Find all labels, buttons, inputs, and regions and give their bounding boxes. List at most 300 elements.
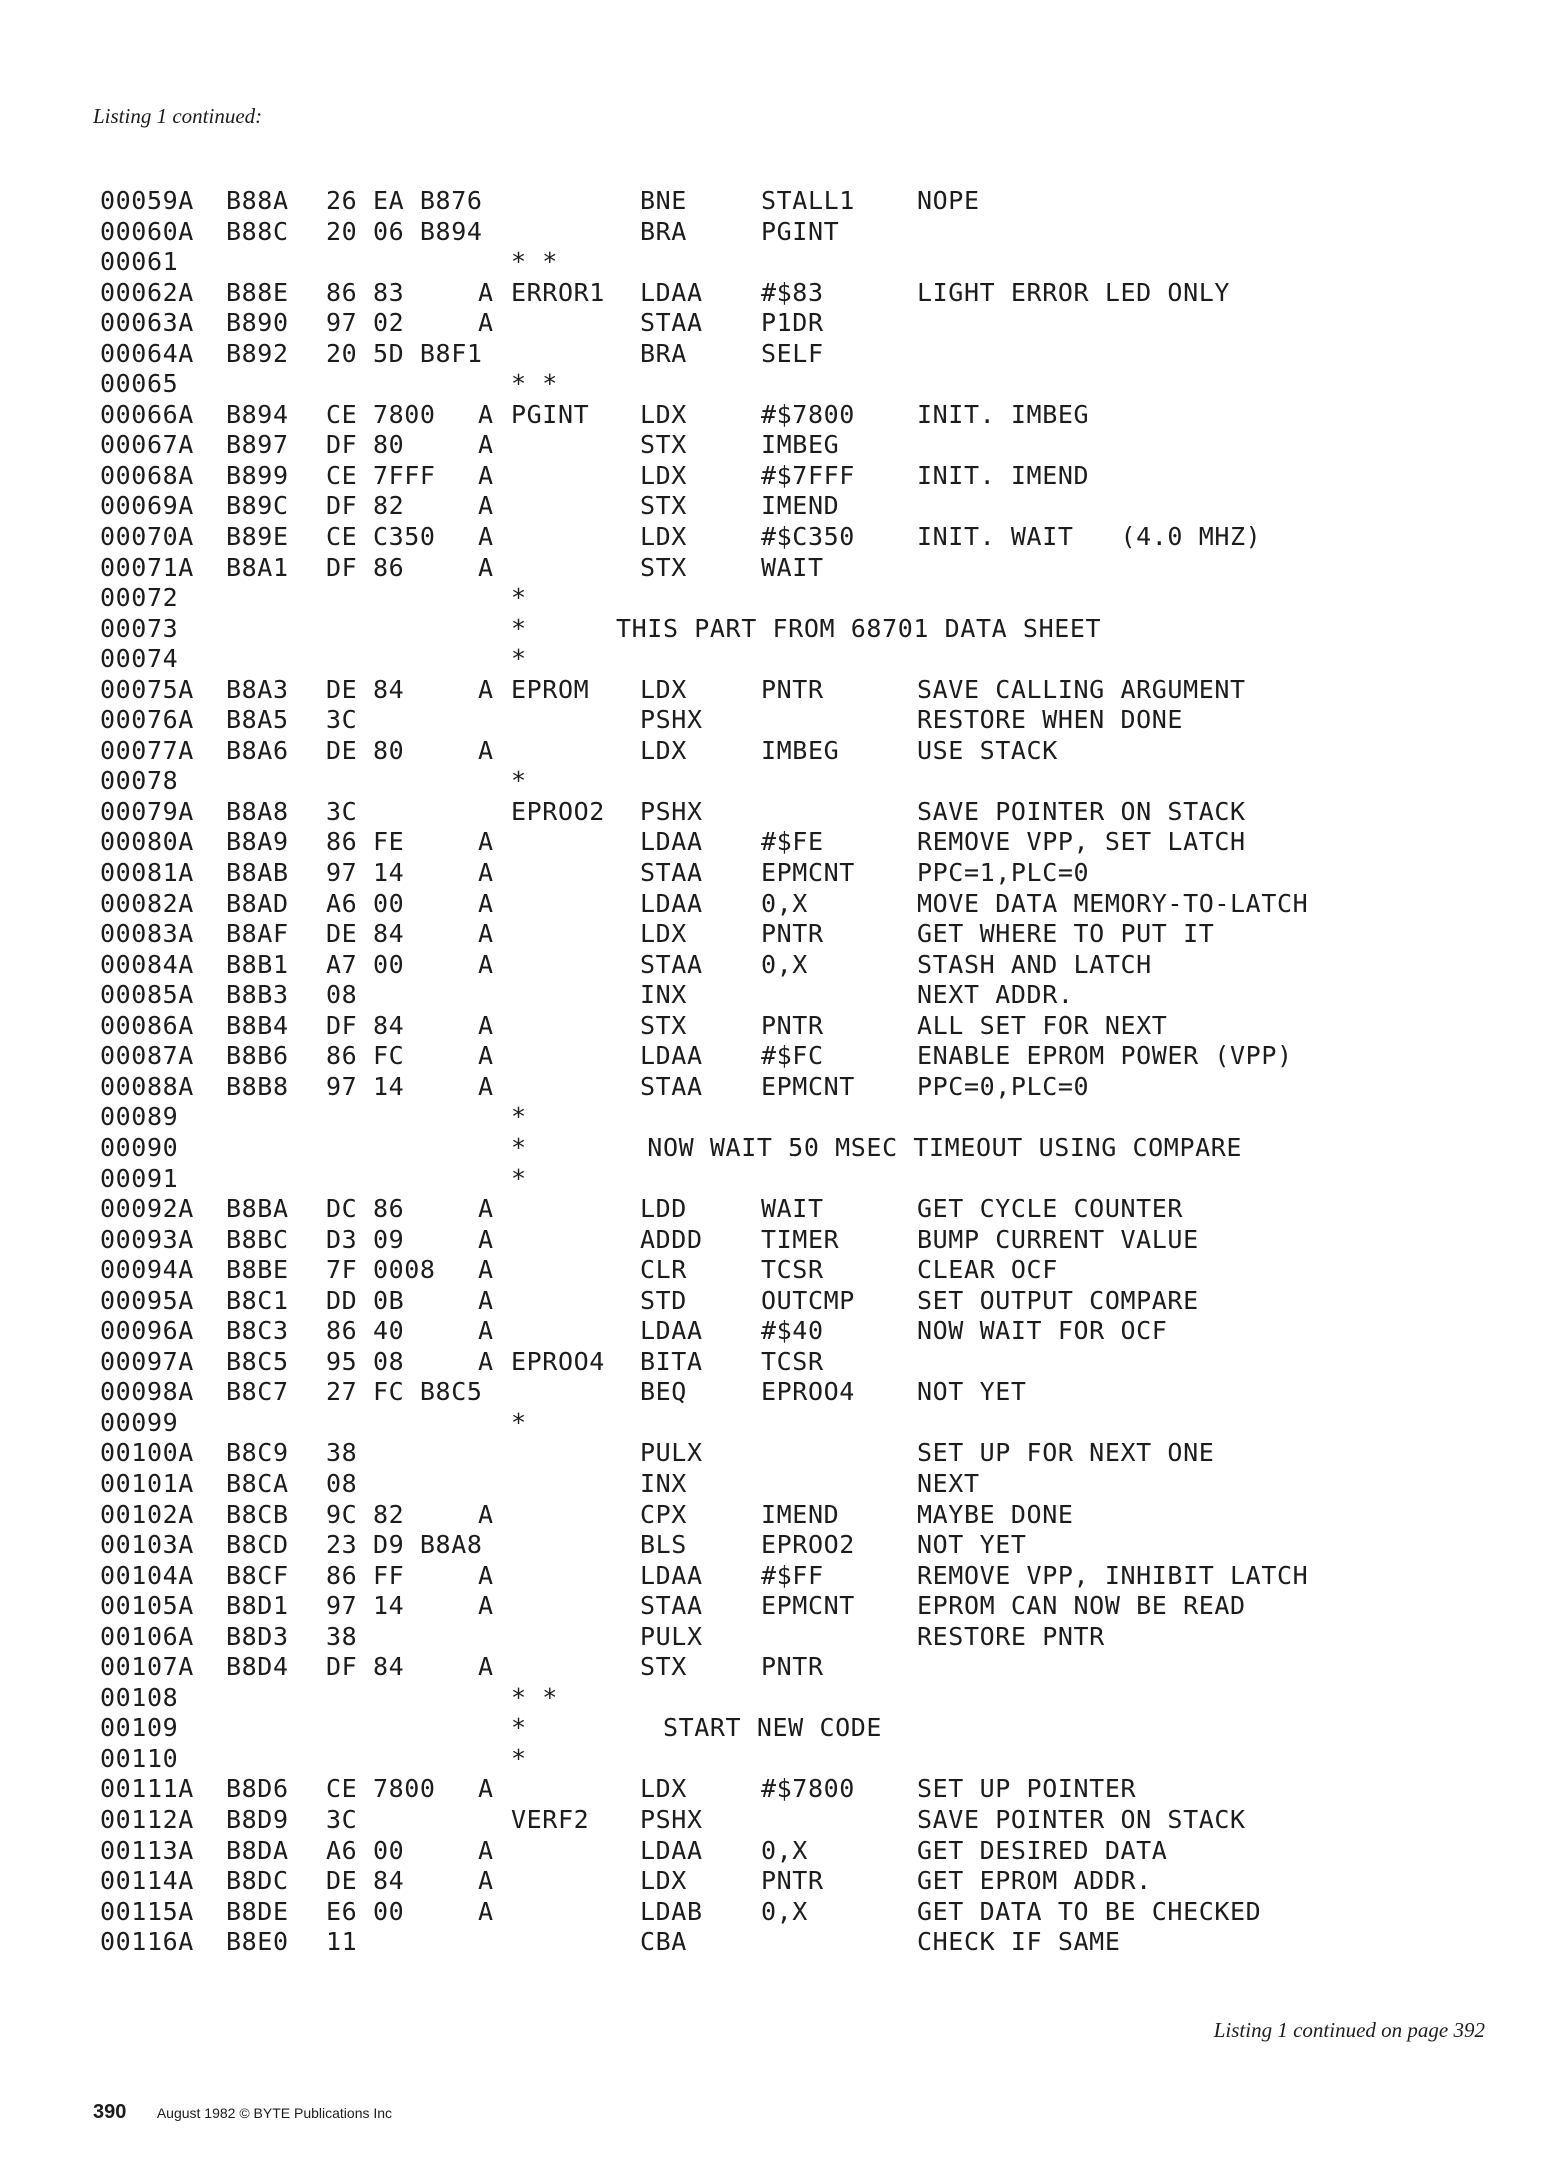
- listing-code: 97 02: [326, 308, 405, 338]
- listing-type: A: [478, 1896, 494, 1926]
- listing-line: 00104A: [100, 1560, 194, 1590]
- listing-op: PSHX: [640, 705, 703, 735]
- listing-comment: MAYBE DONE: [917, 1499, 1074, 1529]
- listing-star: *: [511, 583, 527, 613]
- listing-addr: B897: [226, 430, 289, 460]
- listing-code: DF 84: [326, 1010, 405, 1040]
- listing-code: A6 00: [326, 1835, 405, 1865]
- listing-line: 00116A: [100, 1927, 194, 1957]
- listing-comment: GET DESIRED DATA: [917, 1835, 1168, 1865]
- listing-line: 00077A: [100, 735, 194, 765]
- listing-type: A: [478, 1652, 494, 1682]
- listing-line: 00115A: [100, 1896, 194, 1926]
- listing-line: 00081A: [100, 858, 194, 888]
- listing-addr: B8DE: [226, 1896, 289, 1926]
- listing-arg: #$C350: [761, 522, 855, 552]
- listing-op: LDAA: [640, 888, 703, 918]
- listing-addr: B8B6: [226, 1041, 289, 1071]
- listing-code: 20 06 B894: [326, 216, 483, 246]
- listing-code: 95 08: [326, 1346, 405, 1376]
- listing-addr: B892: [226, 338, 289, 368]
- listing-line: 00066A: [100, 399, 194, 429]
- listing-type: A: [478, 1499, 494, 1529]
- listing-addr: B8E0: [226, 1927, 289, 1957]
- listing-arg: PNTR: [761, 674, 824, 704]
- listing-line: 00113A: [100, 1835, 194, 1865]
- listing-op: LDX: [640, 919, 687, 949]
- listing-code: CE 7800: [326, 1774, 436, 1804]
- listing-code: 86 83: [326, 277, 405, 307]
- listing-type: A: [478, 1835, 494, 1865]
- listing-code: DE 80: [326, 735, 405, 765]
- listing-arg: TCSR: [761, 1346, 824, 1376]
- listing-op: BLS: [640, 1530, 687, 1560]
- listing-op: BITA: [640, 1346, 703, 1376]
- listing-op: STAA: [640, 858, 703, 888]
- listing-comment: RESTORE WHEN DONE: [917, 705, 1184, 735]
- listing-code: 86 FE: [326, 827, 405, 857]
- listing-type: A: [478, 1346, 494, 1376]
- listing-code: DE 84: [326, 674, 405, 704]
- listing-line: 00103A: [100, 1530, 194, 1560]
- listing-op: CBA: [640, 1927, 687, 1957]
- listing-arg: EPMCNT: [761, 1591, 855, 1621]
- page-footer: [93, 2101, 392, 2124]
- listing-addr: B88E: [226, 277, 289, 307]
- listing-code: 97 14: [326, 1071, 405, 1101]
- listing-addr: B890: [226, 308, 289, 338]
- listing-comment: MOVE DATA MEMORY-TO-LATCH: [917, 888, 1309, 918]
- listing-code: CE C350: [326, 522, 436, 552]
- listing-ctext: NOW WAIT 50 MSEC TIMEOUT USING COMPARE: [616, 1132, 1243, 1162]
- listing-type: A: [478, 430, 494, 460]
- listing-type: A: [478, 1255, 494, 1285]
- listing-op: LDAB: [640, 1896, 703, 1926]
- listing-type: A: [478, 1224, 494, 1254]
- listing-comment: REMOVE VPP, SET LATCH: [917, 827, 1246, 857]
- listing-type: A: [478, 1285, 494, 1315]
- listing-comment: NOT YET: [917, 1377, 1027, 1407]
- listing-op: LDX: [640, 1866, 687, 1896]
- publication-line: August 1982 © BYTE Publications Inc: [156, 2105, 393, 2121]
- listing-line: 00089: [100, 1102, 179, 1132]
- listing-arg: PNTR: [761, 1866, 824, 1896]
- listing-arg: PNTR: [761, 1010, 824, 1040]
- listing-code: 27 FC B8C5: [326, 1377, 483, 1407]
- listing-comment: REMOVE VPP, INHIBIT LATCH: [917, 1560, 1309, 1590]
- listing-addr: B8CA: [226, 1468, 289, 1498]
- listing-arg: #$7FFF: [761, 460, 855, 490]
- listing-type: A: [478, 919, 494, 949]
- listing-arg: EPROO4: [761, 1377, 855, 1407]
- listing-op: LDX: [640, 1774, 687, 1804]
- listing-line: 00060A: [100, 216, 194, 246]
- listing-addr: B8D4: [226, 1652, 289, 1682]
- listing-line: 00093A: [100, 1224, 194, 1254]
- listing-star: *: [511, 1102, 527, 1132]
- listing-addr: B88A: [226, 186, 289, 215]
- listing-comment: NEXT: [917, 1468, 980, 1498]
- listing-op: STX: [640, 552, 687, 582]
- listing-label: ERROR1: [511, 277, 605, 307]
- listing-star: *: [511, 1407, 527, 1437]
- listing-comment: EPROM CAN NOW BE READ: [917, 1591, 1246, 1621]
- listing-type: A: [478, 888, 494, 918]
- listing-code: 3C: [326, 705, 358, 735]
- listing-arg: 0,X: [761, 888, 808, 918]
- listing-comment: PPC=1,PLC=0: [917, 858, 1090, 888]
- listing-type: A: [478, 491, 494, 521]
- listing-addr: B8A1: [226, 552, 289, 582]
- listing-label: EPROM: [511, 674, 590, 704]
- listing-type: A: [478, 552, 494, 582]
- listing-op: PSHX: [640, 796, 703, 826]
- listing-arg: IMBEG: [761, 735, 840, 765]
- listing-line: 00095A: [100, 1285, 194, 1315]
- listing-caption: Listing 1 continued:: [93, 104, 263, 128]
- listing-line: 00063A: [100, 308, 194, 338]
- listing-op: CLR: [640, 1255, 687, 1285]
- listing-op: STAA: [640, 1071, 703, 1101]
- listing-op: BRA: [640, 216, 687, 246]
- listing-line: 00072: [100, 583, 179, 613]
- listing-arg: WAIT: [761, 552, 824, 582]
- listing-op: STX: [640, 1010, 687, 1040]
- listing-arg: #$40: [761, 1316, 824, 1346]
- listing-op: LDX: [640, 522, 687, 552]
- listing-op: ADDD: [640, 1224, 703, 1254]
- listing-code: 7F 0008: [326, 1255, 436, 1285]
- listing-code: 86 40: [326, 1316, 405, 1346]
- listing-code: DF 80: [326, 430, 405, 460]
- listing-code: 97 14: [326, 1591, 405, 1621]
- listing-line: 00085A: [100, 980, 194, 1010]
- listing-line: 00069A: [100, 491, 194, 521]
- listing-line: 00080A: [100, 827, 194, 857]
- listing-op: BRA: [640, 338, 687, 368]
- listing-comment: SET UP FOR NEXT ONE: [917, 1438, 1215, 1468]
- listing-line: 00107A: [100, 1652, 194, 1682]
- listing-comment: INIT. IMEND: [917, 460, 1090, 490]
- listing-line: 00075A: [100, 674, 194, 704]
- listing-addr: B8C7: [226, 1377, 289, 1407]
- listing-star: *: [511, 613, 527, 643]
- listing-line: 00110: [100, 1743, 179, 1773]
- listing-code: CE 7FFF: [326, 460, 436, 490]
- listing-line: 00087A: [100, 1041, 194, 1071]
- listing-comment: LIGHT ERROR LED ONLY: [917, 277, 1231, 307]
- listing-star: * *: [511, 369, 558, 399]
- listing-addr: B8BA: [226, 1194, 289, 1224]
- listing-addr: B8D3: [226, 1621, 289, 1651]
- listing-ctext: START NEW CODE: [616, 1713, 883, 1743]
- listing-op: BNE: [640, 186, 687, 215]
- listing-line: 00083A: [100, 919, 194, 949]
- listing-code: DE 84: [326, 919, 405, 949]
- listing-comment: BUMP CURRENT VALUE: [917, 1224, 1199, 1254]
- listing-addr: B8AD: [226, 888, 289, 918]
- listing-line: 00082A: [100, 888, 194, 918]
- listing-op: LDAA: [640, 1835, 703, 1865]
- listing-ctext: THIS PART FROM 68701 DATA SHEET: [616, 613, 1102, 643]
- listing-comment: GET DATA TO BE CHECKED: [917, 1896, 1262, 1926]
- listing-star: *: [511, 644, 527, 674]
- listing-addr: B89E: [226, 522, 289, 552]
- listing-type: A: [478, 277, 494, 307]
- listing-code: DF 86: [326, 552, 405, 582]
- listing-addr: B8B1: [226, 949, 289, 979]
- listing-code: 23 D9 B8A8: [326, 1530, 483, 1560]
- listing-addr: B8D1: [226, 1591, 289, 1621]
- listing-op: STX: [640, 491, 687, 521]
- listing-code: D3 09: [326, 1224, 405, 1254]
- page-number: 390: [93, 2101, 127, 2123]
- listing-addr: B8B3: [226, 980, 289, 1010]
- listing-star: * *: [511, 1682, 558, 1712]
- listing-code: DE 84: [326, 1866, 405, 1896]
- listing-addr: B8DA: [226, 1835, 289, 1865]
- listing-code: 3C: [326, 796, 358, 826]
- listing-addr: B8D9: [226, 1804, 289, 1834]
- listing-line: 00086A: [100, 1010, 194, 1040]
- listing-code: 11: [326, 1927, 358, 1957]
- listing-arg: 0,X: [761, 949, 808, 979]
- listing-arg: PGINT: [761, 216, 840, 246]
- listing-star: *: [511, 1163, 527, 1193]
- listing-comment: INIT. WAIT (4.0 MHZ): [917, 522, 1262, 552]
- listing-addr: B8DC: [226, 1866, 289, 1896]
- listing-arg: #$FF: [761, 1560, 824, 1590]
- listing-op: LDX: [640, 674, 687, 704]
- listing-line: 00076A: [100, 705, 194, 735]
- listing-op: PSHX: [640, 1804, 703, 1834]
- listing-star: * *: [511, 247, 558, 277]
- listing-arg: #$FE: [761, 827, 824, 857]
- listing-arg: WAIT: [761, 1194, 824, 1224]
- listing-comment: CLEAR OCF: [917, 1255, 1058, 1285]
- listing-line: 00098A: [100, 1377, 194, 1407]
- listing-addr: B8C1: [226, 1285, 289, 1315]
- listing-line: 00071A: [100, 552, 194, 582]
- listing-line: 00064A: [100, 338, 194, 368]
- listing-addr: B8C9: [226, 1438, 289, 1468]
- listing-line: 00090: [100, 1132, 179, 1162]
- listing-addr: B8C3: [226, 1316, 289, 1346]
- listing-addr: B894: [226, 399, 289, 429]
- listing-label: EPROO2: [511, 796, 605, 826]
- listing-line: 00068A: [100, 460, 194, 490]
- listing-op: LDAA: [640, 1041, 703, 1071]
- listing-code: E6 00: [326, 1896, 405, 1926]
- listing-op: LDX: [640, 460, 687, 490]
- listing-addr: B8BE: [226, 1255, 289, 1285]
- listing-line: 00099: [100, 1407, 179, 1437]
- listing-arg: TIMER: [761, 1224, 840, 1254]
- listing-arg: PNTR: [761, 1652, 824, 1682]
- listing-line: 00073: [100, 613, 179, 643]
- listing-arg: #$7800: [761, 1774, 855, 1804]
- listing-label: PGINT: [511, 399, 590, 429]
- listing-addr: B8AB: [226, 858, 289, 888]
- listing-code: 08: [326, 1468, 358, 1498]
- listing-comment: GET WHERE TO PUT IT: [917, 919, 1215, 949]
- listing-line: 00101A: [100, 1468, 194, 1498]
- listing-arg: IMBEG: [761, 430, 840, 460]
- listing-comment: ALL SET FOR NEXT: [917, 1010, 1168, 1040]
- listing-comment: USE STACK: [917, 735, 1058, 765]
- listing-type: A: [478, 460, 494, 490]
- listing-line: 00109: [100, 1713, 179, 1743]
- listing-addr: B89C: [226, 491, 289, 521]
- listing-comment: NOPE: [917, 186, 980, 215]
- listing-arg: PNTR: [761, 919, 824, 949]
- listing-code: DF 82: [326, 491, 405, 521]
- listing-line: 00084A: [100, 949, 194, 979]
- listing-op: LDD: [640, 1194, 687, 1224]
- listing-op: LDAA: [640, 1560, 703, 1590]
- listing-op: PULX: [640, 1621, 703, 1651]
- listing-op: LDAA: [640, 277, 703, 307]
- listing-addr: B8A9: [226, 827, 289, 857]
- listing-comment: SET UP POINTER: [917, 1774, 1137, 1804]
- listing-type: A: [478, 1010, 494, 1040]
- listing-code: 26 EA B876: [326, 186, 483, 215]
- listing-addr: B8CF: [226, 1560, 289, 1590]
- listing-line: 00079A: [100, 796, 194, 826]
- listing-type: A: [478, 1866, 494, 1896]
- listing-line: 00102A: [100, 1499, 194, 1529]
- listing-code: 86 FF: [326, 1560, 405, 1590]
- listing-type: A: [478, 858, 494, 888]
- listing-arg: OUTCMP: [761, 1285, 855, 1315]
- listing-op: BEQ: [640, 1377, 687, 1407]
- listing-addr: B88C: [226, 216, 289, 246]
- listing-comment: SAVE POINTER ON STACK: [917, 1804, 1246, 1834]
- listing-line: 00112A: [100, 1804, 194, 1834]
- listing-op: STX: [640, 430, 687, 460]
- listing-star: *: [511, 766, 527, 796]
- listing-arg: EPROO2: [761, 1530, 855, 1560]
- listing-addr: B8C5: [226, 1346, 289, 1376]
- listing-type: A: [478, 827, 494, 857]
- listing-line: 00096A: [100, 1316, 194, 1346]
- listing-type: A: [478, 735, 494, 765]
- listing-addr: B8CB: [226, 1499, 289, 1529]
- listing-type: A: [478, 399, 494, 429]
- listing-op: STX: [640, 1652, 687, 1682]
- listing-addr: B8D6: [226, 1774, 289, 1804]
- listing-label: VERF2: [511, 1804, 590, 1834]
- listing-op: INX: [640, 980, 687, 1010]
- listing-star: *: [511, 1713, 527, 1743]
- listing-arg: #$FC: [761, 1041, 824, 1071]
- listing-comment: RESTORE PNTR: [917, 1621, 1105, 1651]
- listing-star: *: [511, 1743, 527, 1773]
- listing-type: A: [478, 1774, 494, 1804]
- listing-line: 00092A: [100, 1194, 194, 1224]
- listing-addr: B899: [226, 460, 289, 490]
- listing-arg: EPMCNT: [761, 858, 855, 888]
- listing-comment: SAVE POINTER ON STACK: [917, 796, 1246, 826]
- listing-arg: SELF: [761, 338, 824, 368]
- listing-code: A6 00: [326, 888, 405, 918]
- listing-line: 00105A: [100, 1591, 194, 1621]
- listing-type: A: [478, 1560, 494, 1590]
- listing-line: 00065: [100, 369, 179, 399]
- listing-code: 3C: [326, 1804, 358, 1834]
- listing-op: LDX: [640, 735, 687, 765]
- listing-type: A: [478, 1071, 494, 1101]
- listing-comment: NOT YET: [917, 1530, 1027, 1560]
- listing-arg: TCSR: [761, 1255, 824, 1285]
- listing-line: 00078: [100, 766, 179, 796]
- listing-op: LDX: [640, 399, 687, 429]
- listing-arg: IMEND: [761, 1499, 840, 1529]
- listing-addr: B8BC: [226, 1224, 289, 1254]
- listing-addr: B8A3: [226, 674, 289, 704]
- listing-line: 00059A: [100, 186, 194, 215]
- listing-arg: 0,X: [761, 1835, 808, 1865]
- listing-code: 38: [326, 1438, 358, 1468]
- listing-code: 97 14: [326, 858, 405, 888]
- listing-code: 86 FC: [326, 1041, 405, 1071]
- listing-op: STAA: [640, 308, 703, 338]
- listing-code: DF 84: [326, 1652, 405, 1682]
- listing-line: 00074: [100, 644, 179, 674]
- listing-code: CE 7800: [326, 399, 436, 429]
- listing-comment: PPC=0,PLC=0: [917, 1071, 1090, 1101]
- listing-op: PULX: [640, 1438, 703, 1468]
- listing-line: 00111A: [100, 1774, 194, 1804]
- listing-comment: NOW WAIT FOR OCF: [917, 1316, 1168, 1346]
- listing-addr: B8CD: [226, 1530, 289, 1560]
- listing-arg: IMEND: [761, 491, 840, 521]
- listing-type: A: [478, 308, 494, 338]
- listing-comment: CHECK IF SAME: [917, 1927, 1121, 1957]
- listing-type: A: [478, 949, 494, 979]
- listing-comment: INIT. IMBEG: [917, 399, 1090, 429]
- listing-code: A7 00: [326, 949, 405, 979]
- listing-type: A: [478, 674, 494, 704]
- listing-line: 00097A: [100, 1346, 194, 1376]
- continued-note: Listing 1 continued on page 392: [1213, 2018, 1485, 2042]
- listing-code: 9C 82: [326, 1499, 405, 1529]
- listing-code: 08: [326, 980, 358, 1010]
- listing-line: 00100A: [100, 1438, 194, 1468]
- listing-line: 00088A: [100, 1071, 194, 1101]
- listing-type: A: [478, 1041, 494, 1071]
- listing-line: 00106A: [100, 1621, 194, 1651]
- listing-op: STAA: [640, 949, 703, 979]
- listing-line: 00094A: [100, 1255, 194, 1285]
- listing-arg: STALL1: [761, 186, 855, 215]
- listing-line: 00062A: [100, 277, 194, 307]
- listing-op: STAA: [640, 1591, 703, 1621]
- listing-line: 00108: [100, 1682, 179, 1712]
- listing-op: LDAA: [640, 827, 703, 857]
- listing-star: *: [511, 1132, 527, 1162]
- listing-comment: GET CYCLE COUNTER: [917, 1194, 1184, 1224]
- listing-line: 00091: [100, 1163, 179, 1193]
- listing-addr: B8AF: [226, 919, 289, 949]
- listing-comment: STASH AND LATCH: [917, 949, 1152, 979]
- listing-comment: GET EPROM ADDR.: [917, 1866, 1152, 1896]
- listing-addr: B8A8: [226, 796, 289, 826]
- listing-arg: P1DR: [761, 308, 824, 338]
- listing-line: 00067A: [100, 430, 194, 460]
- listing-type: A: [478, 1194, 494, 1224]
- listing-type: A: [478, 1316, 494, 1346]
